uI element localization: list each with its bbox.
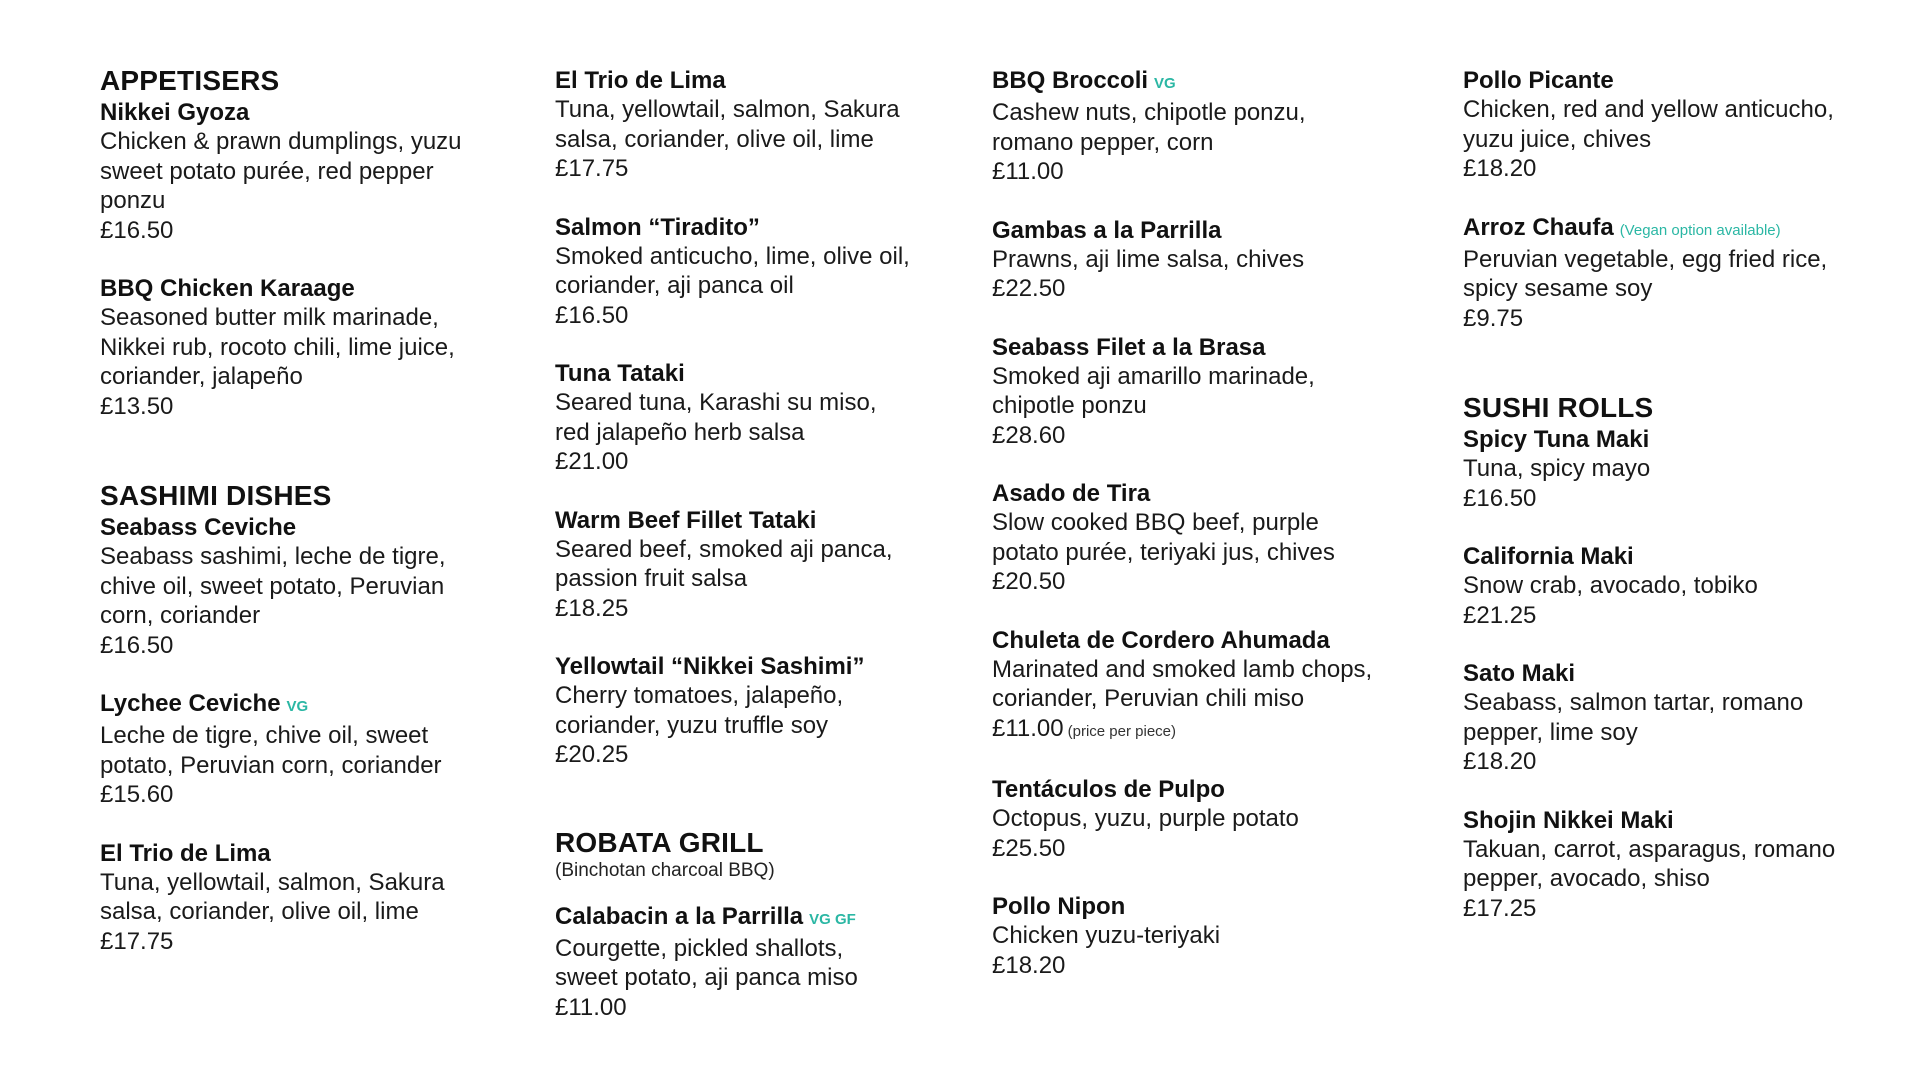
- menu-item-nikkei-gyoza: [100, 98, 540, 245]
- item-price: £25.50: [992, 834, 1066, 862]
- item-description: Cashew nuts, chipotle ponzu, romano pepper, corn: [992, 99, 1306, 156]
- item-name-text: Arroz Chaufa: [1463, 213, 1614, 241]
- item-description: Slow cooked BBQ beef, purple potato purée, teriyaki jus, chives: [992, 509, 1335, 566]
- item-price: £18.20: [992, 951, 1066, 979]
- item-name: [992, 66, 1432, 98]
- item-description: Seabass sashimi, leche de tigre, chive oil, sweet potato, Peruvian corn, coriander: [100, 543, 446, 629]
- item-name: Tentáculos de Pulpo: [992, 776, 1225, 803]
- item-name: Seabass Ceviche: [100, 514, 297, 541]
- section-title-robata-grill: ROBATA GRILL: [555, 826, 764, 858]
- menu-item-tuna-tataki: [555, 359, 995, 477]
- item-price: £16.50: [1463, 484, 1537, 512]
- item-name: El Trio de Lima: [555, 67, 726, 94]
- section-title-sushi-rolls: SUSHI ROLLS: [1463, 392, 1654, 423]
- item-description: Chicken & prawn dumplings, yuzu sweet potato purée, red pepper ponzu: [100, 128, 462, 214]
- item-price: [992, 714, 1432, 747]
- item-price: £17.75: [555, 155, 629, 182]
- menu-item-calabacin-a-la-parrilla: [555, 902, 995, 1023]
- menu-item-chuleta-de-cordero-ahumada: [992, 626, 1432, 747]
- menu-item-sato-maki: [1463, 659, 1903, 777]
- menu-item-seabass-filet-a-la-brasa: [992, 333, 1432, 451]
- item-name: Pollo Nipon: [992, 893, 1126, 920]
- menu-column-2: [555, 66, 995, 1051]
- item-description: Takuan, carrot, asparagus, romano pepper, avocado, shiso: [1463, 835, 1836, 892]
- item-description: Tuna, spicy mayo: [1463, 455, 1651, 482]
- item-name: Sato Maki: [1463, 660, 1576, 687]
- vegan-option-note: (Vegan option available): [1619, 221, 1781, 239]
- item-description: Seared tuna, Karashi su miso, red jalapeño herb salsa: [555, 389, 877, 446]
- item-name: El Trio de Lima: [100, 839, 271, 867]
- item-price: £18.20: [1463, 155, 1537, 182]
- menu-item-arroz-chaufa: [1463, 213, 1903, 334]
- item-description: Peruvian vegetable, egg fried rice, spicy sesame soy: [1463, 245, 1828, 302]
- item-description: Tuna, yellowtail, salmon, Sakura salsa, coriander, olive oil, lime: [100, 868, 445, 925]
- item-price: £28.60: [992, 421, 1066, 449]
- item-price: £20.50: [992, 568, 1066, 595]
- price-note: (price per piece): [1067, 722, 1177, 740]
- menu-column-4: [1463, 66, 1903, 952]
- menu-item-seabass-ceviche: [100, 513, 540, 660]
- item-description: Cherry tomatoes, jalapeño, coriander, yuzu truffle soy: [555, 682, 844, 739]
- menu-item-bbq-chicken-karaage: [100, 274, 540, 421]
- menu-item-el-trio-de-lima: [100, 839, 540, 957]
- item-name: [555, 902, 995, 934]
- item-name-text: BBQ Broccoli: [992, 67, 1149, 94]
- item-price: £11.00: [992, 158, 1064, 185]
- section-title-sashimi-dishes: SASHIMI DISHES: [100, 480, 332, 511]
- menu-item-spicy-tuna-maki: [1463, 425, 1903, 513]
- menu-item-el-trio-de-lima: [555, 66, 995, 184]
- menu-item-yellowtail-nikkei-sashimi: [555, 652, 995, 770]
- item-name: BBQ Chicken Karaage: [100, 275, 355, 302]
- item-name: Salmon “Tiradito”: [555, 213, 760, 241]
- item-price: £17.25: [1463, 894, 1537, 922]
- menu-column-1: [100, 64, 540, 985]
- menu-item-asado-de-tira: [992, 479, 1432, 597]
- menu-item-warm-beef-fillet-tataki: [555, 506, 995, 624]
- section-subtitle-robata-grill: (Binchotan charcoal BBQ): [555, 859, 775, 881]
- item-description: Smoked aji amarillo marinade, chipotle ponzu: [992, 362, 1315, 419]
- menu-item-shojin-nikkei-maki: [1463, 806, 1903, 924]
- item-name: Spicy Tuna Maki: [1463, 426, 1650, 453]
- item-price: £16.50: [100, 631, 174, 659]
- menu-column-3: [992, 66, 1432, 1009]
- item-price: £21.25: [1463, 601, 1537, 629]
- item-description: Tuna, yellowtail, salmon, Sakura salsa, coriander, olive oil, lime: [555, 96, 900, 153]
- item-description: Octopus, yuzu, purple potato: [992, 805, 1299, 832]
- item-description: Seared beef, smoked aji panca, passion fruit salsa: [555, 535, 893, 592]
- item-name: [1463, 213, 1903, 245]
- menu-item-tentaculos-de-pulpo: [992, 775, 1432, 863]
- item-name: Chuleta de Cordero Ahumada: [992, 626, 1330, 654]
- item-price: £17.75: [100, 927, 174, 955]
- item-name-text: Lychee Ceviche: [100, 690, 281, 717]
- item-description: Smoked anticucho, lime, olive oil, coriander, aji panca oil: [555, 242, 910, 299]
- item-name: Asado de Tira: [992, 480, 1151, 507]
- section-title-appetisers: APPETISERS: [100, 65, 280, 96]
- item-description: Chicken yuzu-teriyaki: [992, 922, 1221, 949]
- item-name: Shojin Nikkei Maki: [1463, 806, 1674, 834]
- menu-item-pollo-nipon: [992, 892, 1432, 980]
- item-description: Courgette, pickled shallots, sweet potato, aji panca miso: [555, 934, 858, 991]
- item-name: Tuna Tataki: [555, 360, 685, 387]
- item-price: £18.25: [555, 594, 629, 622]
- item-name: [100, 689, 540, 721]
- item-price: £13.50: [100, 392, 174, 420]
- menu-item-california-maki: [1463, 542, 1903, 630]
- dietary-tag: VG GF: [809, 910, 856, 928]
- vegan-tag: VG: [1154, 75, 1176, 92]
- menu-item-gambas-a-la-parrilla: [992, 216, 1432, 304]
- item-description: Prawns, aji lime salsa, chives: [992, 245, 1305, 273]
- item-description: Seabass, salmon tartar, romano pepper, lime soy: [1463, 689, 1804, 746]
- item-price: £18.20: [1463, 748, 1537, 775]
- item-name: Pollo Picante: [1463, 67, 1614, 94]
- item-price: £16.50: [100, 216, 174, 244]
- item-description: Seasoned butter milk marinade, Nikkei rub, rocoto chili, lime juice, coriander, jalapeño: [100, 304, 455, 390]
- item-price: £9.75: [1463, 304, 1524, 332]
- item-price: £16.50: [555, 301, 629, 329]
- item-name: California Maki: [1463, 543, 1634, 570]
- menu-item-bbq-broccoli: [992, 66, 1432, 187]
- item-price: £21.00: [555, 448, 629, 475]
- item-description: Snow crab, avocado, tobiko: [1463, 572, 1758, 599]
- item-price: £20.25: [555, 741, 629, 768]
- item-name: Seabass Filet a la Brasa: [992, 333, 1266, 361]
- vegan-tag: VG: [286, 698, 309, 715]
- item-description: Chicken, red and yellow anticucho, yuzu juice, chives: [1463, 96, 1834, 153]
- menu-item-pollo-picante: [1463, 66, 1903, 184]
- menu-item-lychee-ceviche: [100, 689, 540, 810]
- item-price-value: £11.00: [992, 714, 1064, 742]
- item-price: £11.00: [555, 993, 627, 1021]
- item-description: Leche de tigre, chive oil, sweet potato, Peruvian corn, coriander: [100, 722, 442, 779]
- item-name: Warm Beef Fillet Tataki: [555, 506, 817, 534]
- item-price: £15.60: [100, 781, 174, 808]
- menu-item-salmon-tiradito: [555, 213, 995, 331]
- item-name: Yellowtail “Nikkei Sashimi”: [555, 653, 865, 680]
- item-name-text: Calabacin a la Parrilla: [555, 902, 804, 930]
- item-name: Gambas a la Parrilla: [992, 216, 1222, 244]
- item-price: £22.50: [992, 275, 1066, 302]
- item-name: Nikkei Gyoza: [100, 99, 250, 126]
- item-description: Marinated and smoked lamb chops, coriander, Peruvian chili miso: [992, 655, 1373, 712]
